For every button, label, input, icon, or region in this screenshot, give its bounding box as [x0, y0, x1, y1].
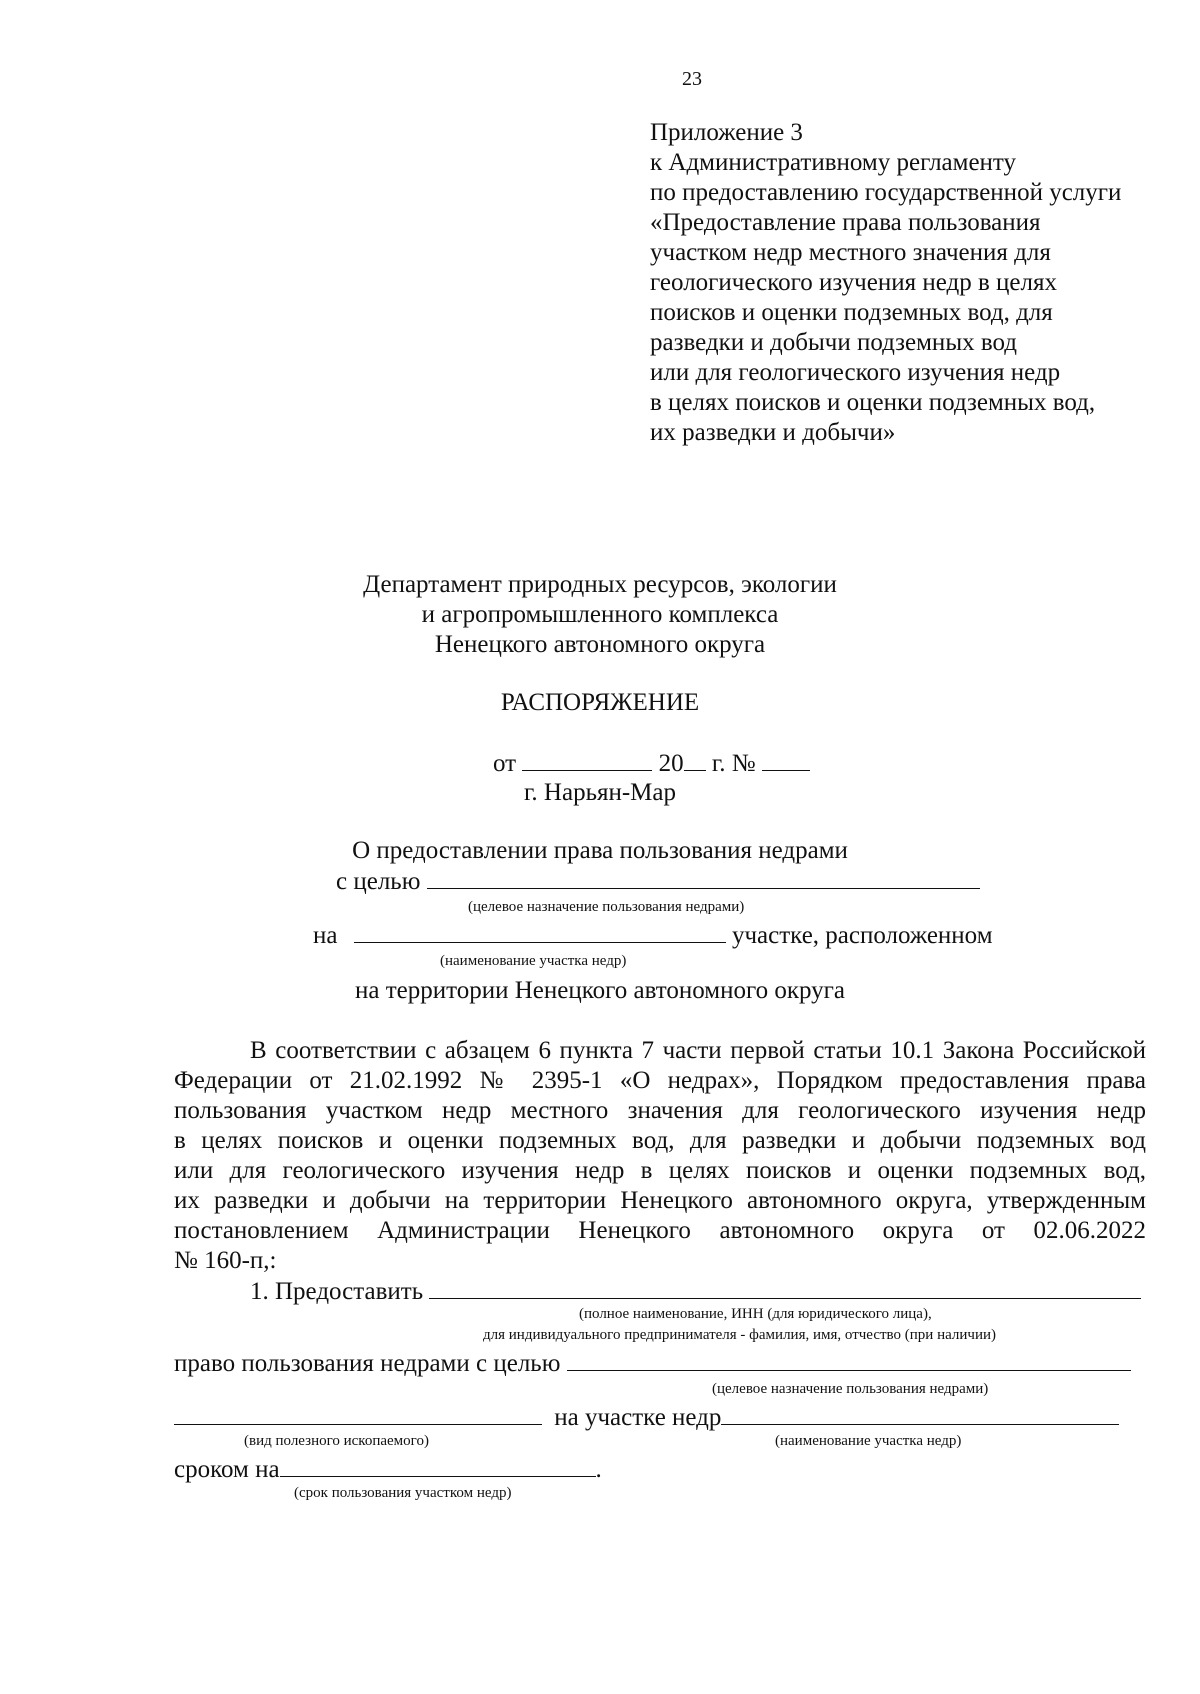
site-name-field[interactable]: [354, 920, 726, 943]
right-purpose-hint: (целевое назначение пользования недрами): [712, 1381, 989, 1397]
doc-type-title: РАСПОРЯЖЕНИЕ: [500, 689, 700, 716]
appendix-line: геологического изучения недр в целях: [650, 269, 1057, 296]
licensee-hint-1: (полное наименование, ИНН (для юридического лица),: [579, 1306, 932, 1322]
appendix-block: [650, 118, 1121, 448]
appendix-line: разведки и добычи подземных вод: [650, 329, 1017, 356]
clause1-line: [250, 1276, 1141, 1307]
appendix-line: по предоставлению государственной услуги: [650, 179, 1122, 206]
subject-site-line: [313, 920, 993, 951]
site-suffix-label: участке, расположенном: [731, 922, 993, 949]
term-hint: (срок пользования участком недр): [294, 1485, 512, 1501]
preamble-line: пользования участком недр местного значения для геологического изучения недр: [174, 1097, 1146, 1124]
subject-title: О предоставлении права пользования недрами: [352, 837, 848, 864]
mineral-site-line: [174, 1402, 1119, 1433]
on-label: на: [313, 922, 338, 949]
right-purpose-field[interactable]: [567, 1348, 1131, 1371]
licensee-field[interactable]: [429, 1276, 1141, 1299]
territory-line: на территории Ненецкого автономного округа: [354, 977, 845, 1004]
appendix-line: «Предоставление права пользования: [650, 209, 1041, 236]
preamble-line: или для геологического изучения недр в целях поисков и оценки подземных вод,: [174, 1157, 1146, 1184]
purpose-label: с целью: [336, 868, 421, 895]
term-line: [174, 1454, 602, 1485]
date-year-label: 20: [658, 750, 684, 777]
date-from-label: от: [493, 750, 517, 777]
term-field[interactable]: [280, 1454, 596, 1477]
preamble-line: Федерации от 21.02.1992 № 2395-1 «О недрах», Порядком предоставления права: [174, 1067, 1146, 1094]
appendix-line: Приложение 3: [650, 119, 803, 146]
appendix-line: участком недр местного значения для: [650, 239, 1051, 266]
preamble-line: в целях поисков и оценки подземных вод, для разведки и добычи подземных вод: [174, 1127, 1146, 1154]
site-label: на участке недр: [554, 1404, 722, 1431]
subject-purpose-line: [336, 866, 980, 897]
right-label: право пользования недрами с целью: [174, 1350, 561, 1377]
date-number-label: г. №: [711, 750, 756, 777]
term-end: .: [595, 1456, 602, 1483]
preamble-paragraph: [174, 1036, 1146, 1276]
preamble-line: № 160-п,:: [174, 1247, 277, 1274]
city: г. Нарьян-Мар: [523, 779, 676, 806]
department-line: Департамент природных ресурсов, экологии: [363, 571, 837, 598]
mineral-hint: (вид полезного ископаемого): [244, 1433, 429, 1449]
department-line: Ненецкого автономного округа: [434, 631, 766, 658]
purpose-hint: (целевое назначение пользования недрами): [468, 899, 745, 915]
purpose-field[interactable]: [427, 866, 980, 889]
page-number: 23: [682, 68, 702, 90]
date-year-field[interactable]: [684, 748, 706, 771]
appendix-line: к Административному регламенту: [650, 149, 1017, 176]
mineral-field[interactable]: [174, 1402, 542, 1425]
site-field[interactable]: [721, 1402, 1119, 1425]
date-day-field[interactable]: [522, 748, 652, 771]
doc-number-field[interactable]: [762, 748, 810, 771]
appendix-line: поисков и оценки подземных вод, для: [650, 299, 1053, 326]
appendix-line: или для геологического изучения недр: [650, 359, 1061, 386]
appendix-line: их разведки и добычи»: [650, 419, 896, 446]
site-hint: (наименование участка недр): [440, 953, 627, 969]
term-label: сроком на: [174, 1456, 280, 1483]
preamble-line: В соответствии с абзацем 6 пункта 7 части первой статьи 10.1 Закона Российской: [250, 1037, 1146, 1064]
preamble-line: постановлением Администрации Ненецкого автономного округа от 02.06.2022: [174, 1217, 1146, 1244]
date-line: [493, 748, 810, 779]
licensee-hint-2: для индивидуального предпринимателя - фамилия, имя, отчество (при наличии): [483, 1327, 997, 1343]
right-purpose-line: [174, 1348, 1131, 1379]
department-line: и агропромышленного комплекса: [421, 601, 779, 628]
appendix-line: в целях поисков и оценки подземных вод,: [650, 389, 1096, 416]
clause1-label: 1. Предоставить: [250, 1278, 424, 1305]
site-name-hint: (наименование участка недр): [775, 1433, 962, 1449]
preamble-line: их разведки и добычи на территории Ненецкого автономного округа, утвержденным: [174, 1187, 1146, 1214]
department-name: [0, 570, 1200, 660]
